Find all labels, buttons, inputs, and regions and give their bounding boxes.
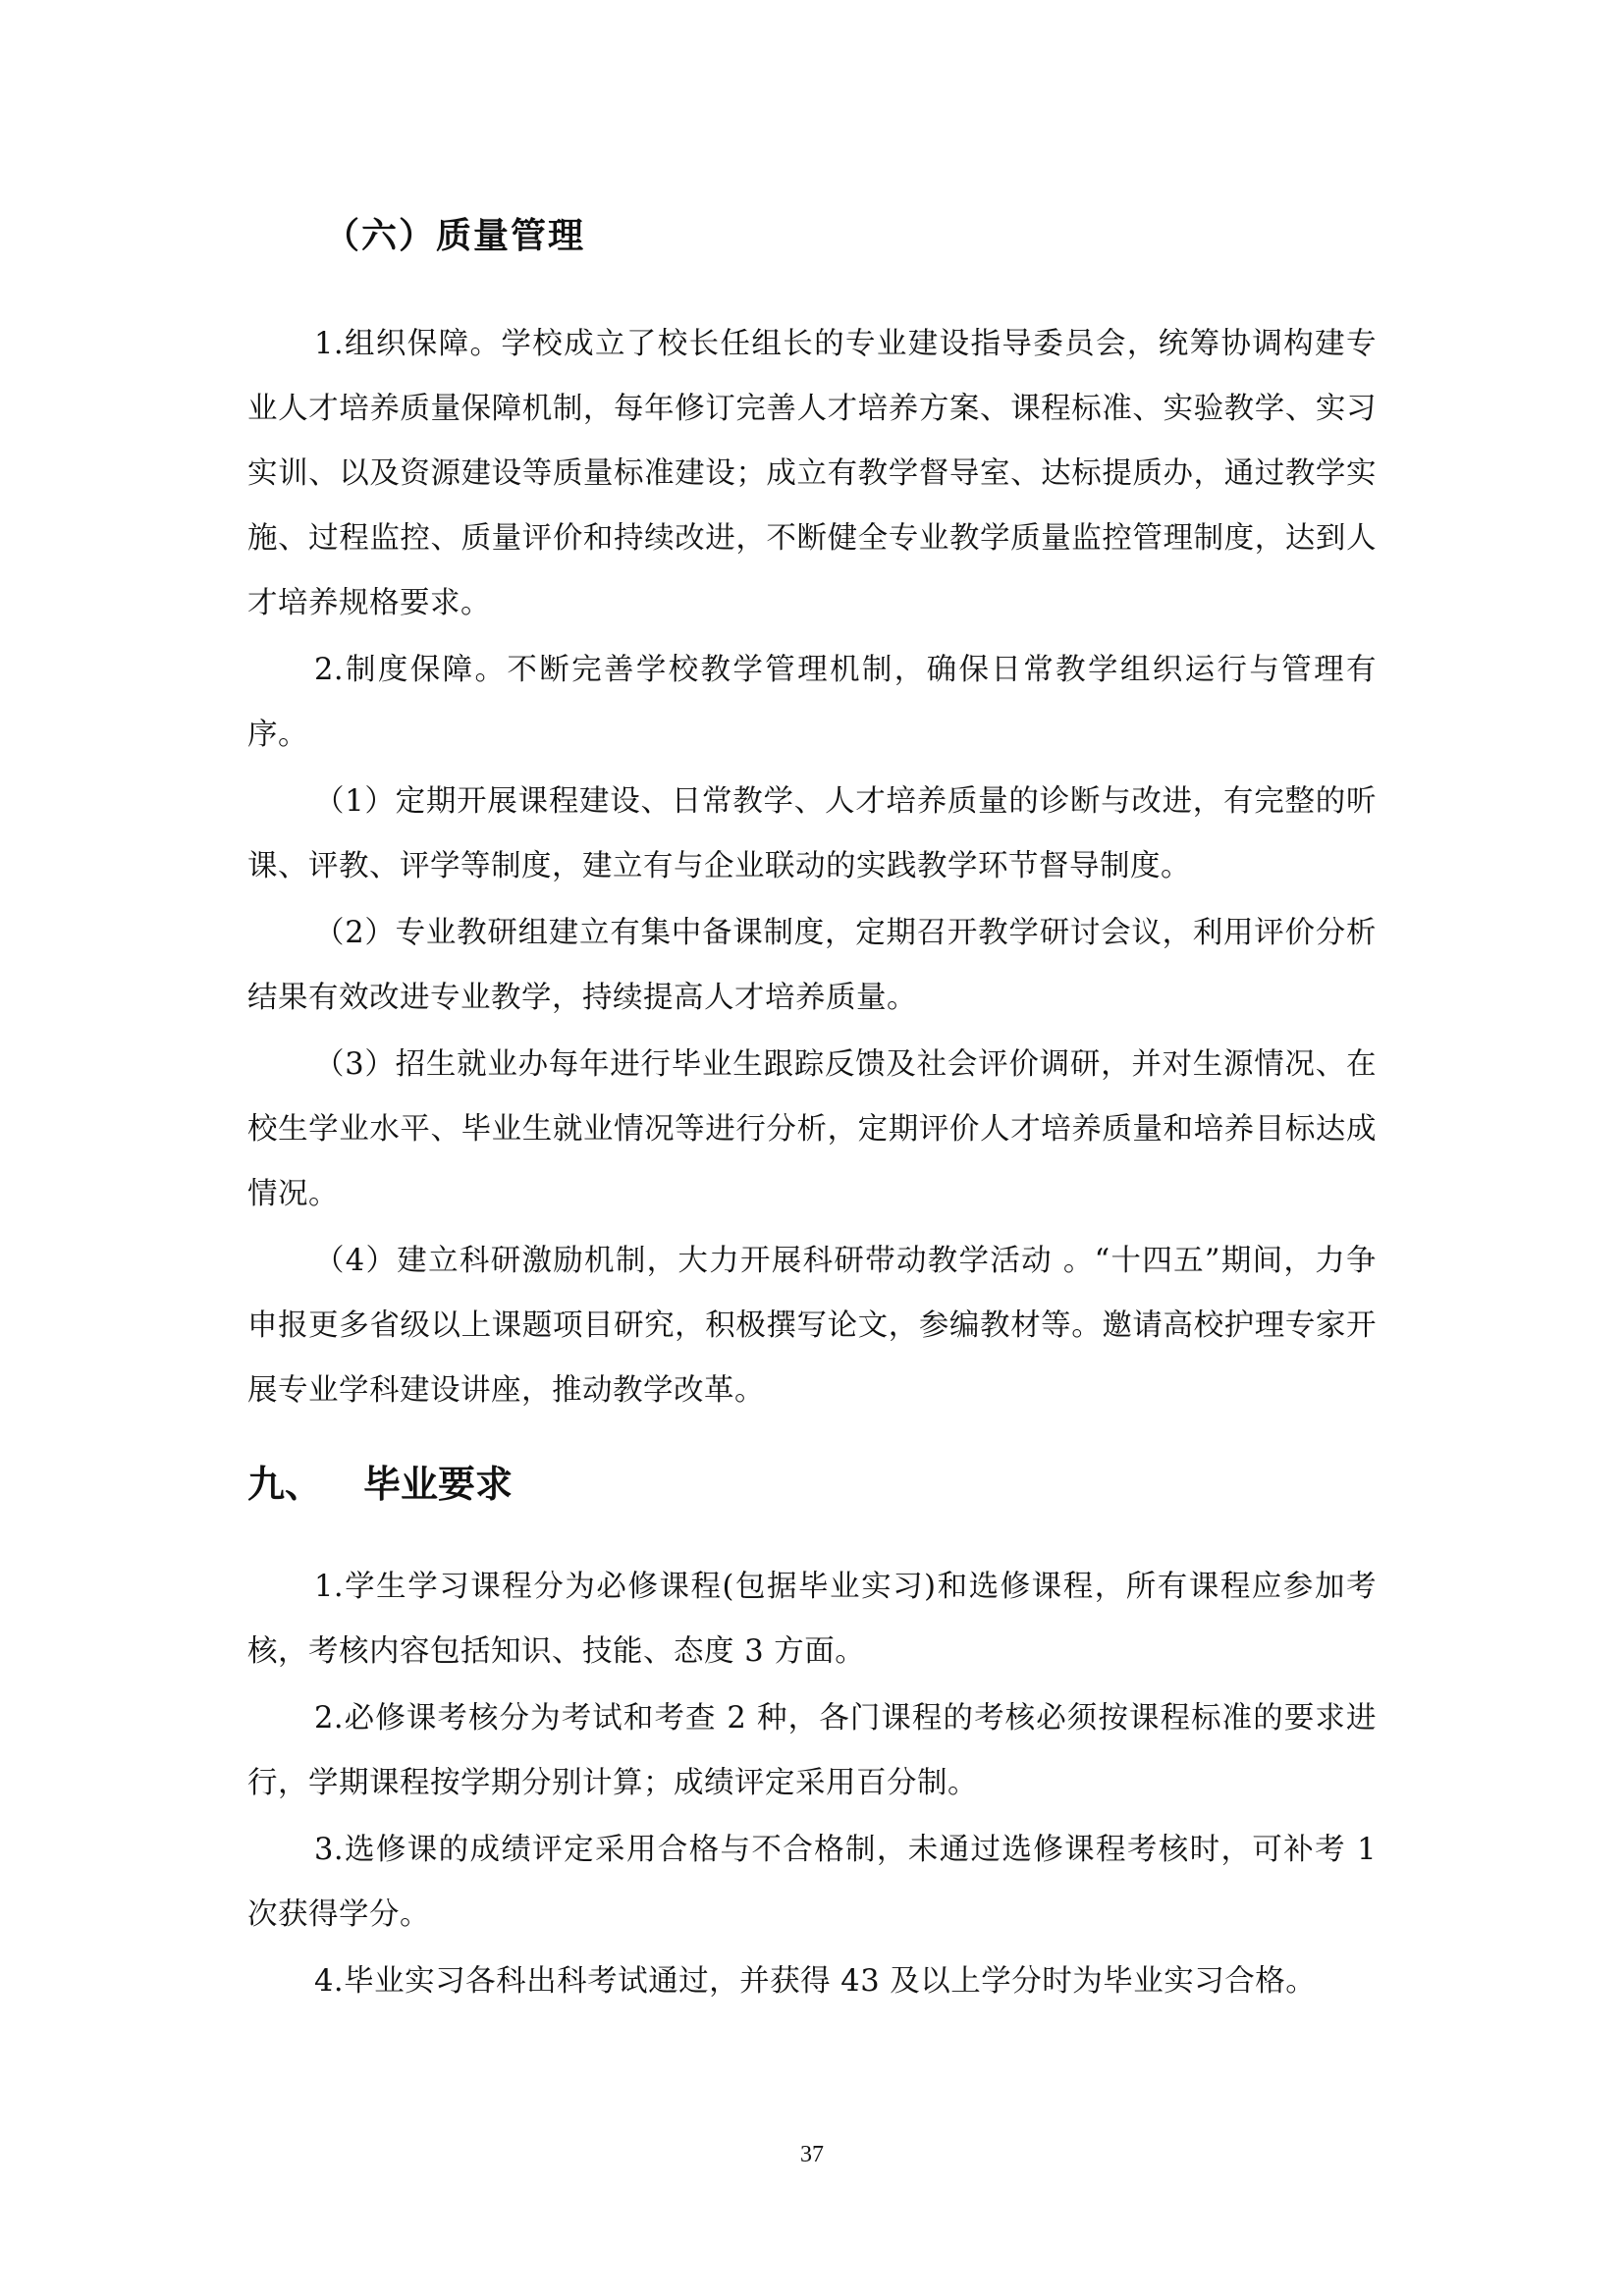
paragraph: 2.必修课考核分为考试和考查 2 种，各门课程的考核必须按课程标准的要求进行，学期课程按学期分别计算；成绩评定采用百分制。 — [247, 1701, 1377, 1800]
paragraph: 4.毕业实习各科出科考试通过，并获得 43 及以上学分时为毕业实习合格。 — [314, 1964, 1317, 1999]
paragraph: （1）定期开展课程建设、日常教学、人才培养质量的诊断与改进，有完整的听课、评教、评学等制度，建立有与企业联动的实践教学环节督导制度。 — [247, 784, 1377, 883]
section-heading — [247, 1457, 513, 1512]
paragraph: 1.学生学习课程分为必修课程(包据毕业实习)和选修课程，所有课程应参加考核，考核内容包括知识、技能、态度 3 方面。 — [247, 1570, 1377, 1669]
paragraph: 2.制度保障。不断完善学校教学管理机制，确保日常教学组织运行与管理有序。 — [247, 653, 1377, 752]
paragraph: 1.组织保障。学校成立了校长任组长的专业建设指导委员会，统筹协调构建专业人才培养质量保障机制，每年修订完善人才培养方案、课程标准、实验教学、实习实训、以及资源建设等质量标准建设；成立有教学督导室、达标提质办，通过教学实施、过程监控、质量评价和持续改进，不断健全专业教学质量监控管理制度，达到人才培养规格要求。 — [247, 327, 1377, 620]
paragraph: （3）招生就业办每年进行毕业生跟踪反馈及社会评价调研，并对生源情况、在校生学业水平、毕业生就业情况等进行分析，定期评价人才培养质量和培养目标达成情况。 — [247, 1047, 1377, 1211]
section-title: 毕业要求 — [363, 1463, 514, 1506]
section-number: 九、 — [247, 1463, 323, 1506]
paragraph: （2）专业教研组建立有集中备课制度，定期召开教学研讨会议，利用评价分析结果有效改进专业教学，持续提高人才培养质量。 — [247, 916, 1377, 1015]
subsection-heading: （六）质量管理 — [324, 216, 586, 256]
paragraph: 3.选修课的成绩评定采用合格与不合格制，未通过选修课程考核时，可补考 1 次获得学分。 — [247, 1833, 1377, 1932]
page-number: 37 — [800, 2142, 824, 2167]
section6-body — [247, 312, 1377, 1425]
paragraph: （4）建立科研激励机制，大力开展科研带动教学活动 。“十四五”期间，力争申报更多省级以上课题项目研究，积极撰写论文，参编教材等。邀请高校护理专家开展专业学科建设讲座，推动教学改革。 — [247, 1244, 1377, 1408]
section9-body — [247, 1555, 1377, 2016]
